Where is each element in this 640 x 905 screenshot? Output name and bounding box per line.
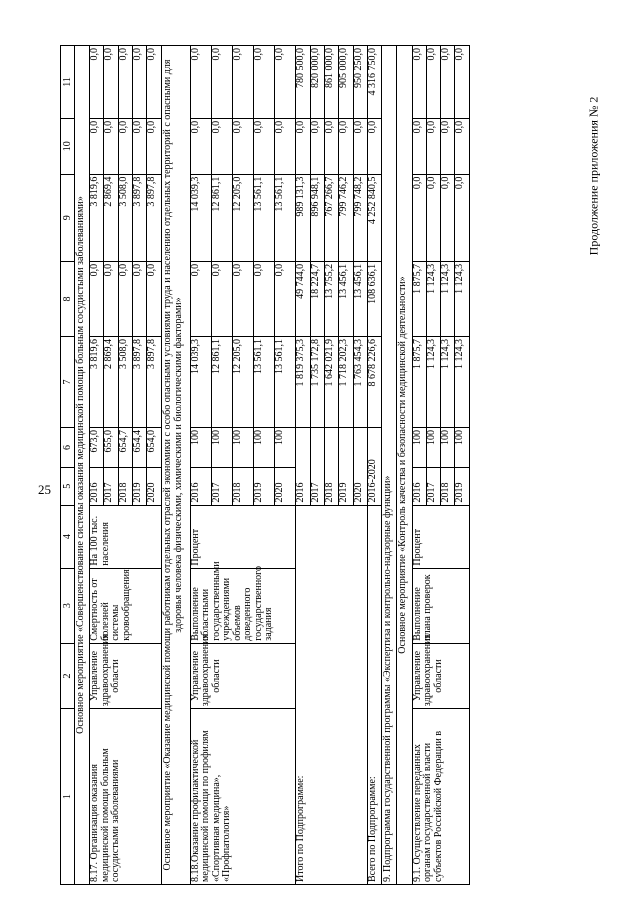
year: 2019 <box>254 467 275 505</box>
cell: 49 744,0 <box>296 261 310 336</box>
year: 2020 <box>147 467 161 505</box>
cell: 1 819 375,3 <box>296 337 310 428</box>
cell: 3 819,6 <box>90 337 104 428</box>
cell: 1 124,3 <box>441 337 455 428</box>
year-range: 2016-2020 <box>367 427 381 505</box>
year: 2020 <box>353 427 367 505</box>
cell: 0,0 <box>325 118 339 174</box>
cell: 0,0 <box>275 118 296 174</box>
cell: 799 746,2 <box>339 174 353 261</box>
measure-name: 9.1. Осуществление переданных органам государственной власти субъектов Российской Федерации в <box>412 709 469 885</box>
col-header: 9 <box>61 174 75 261</box>
section-heading: Основное мероприятие «Оказание медицинской помощи работникам отдельных отраслей экономики с особо опасными условиями труда и населению отдельных территорий с опасными для здоровья человека физическими, химическими и биологическими факторами» <box>161 46 190 885</box>
cell: 0,0 <box>211 46 232 119</box>
target: 100 <box>426 427 440 467</box>
appendix-title: Продолжение приложения № 2 <box>586 96 601 256</box>
cell: 0,0 <box>90 118 104 174</box>
year: 2018 <box>441 467 455 505</box>
target: 100 <box>455 427 470 467</box>
cell: 0,0 <box>455 118 470 174</box>
cell: 2 869,4 <box>104 174 118 261</box>
target: 654,0 <box>147 427 161 467</box>
cell: 0,0 <box>118 46 132 119</box>
indicator: Смертность от болезней системы кровообращения <box>90 568 161 643</box>
executor: Управление здравоохранения области <box>90 643 161 708</box>
col-header: 6 <box>61 427 75 467</box>
cell: 0,0 <box>233 261 254 336</box>
cell: 0,0 <box>441 118 455 174</box>
unit: На 100 тыс. населения <box>90 505 161 568</box>
cell: 3 897,8 <box>147 174 161 261</box>
cell: 0,0 <box>90 46 104 119</box>
target: 655,0 <box>104 427 118 467</box>
col-header: 5 <box>61 467 75 505</box>
year: 2017 <box>426 467 440 505</box>
cell: 989 131,3 <box>296 174 310 261</box>
cell: 896 948,1 <box>310 174 324 261</box>
cell: 1 718 202,3 <box>339 337 353 428</box>
cell: 0,0 <box>147 118 161 174</box>
cell: 0,0 <box>254 118 275 174</box>
indicator: Выполнение плана проверок <box>412 568 469 643</box>
cell: 12 205,0 <box>233 174 254 261</box>
cell: 0,0 <box>190 46 211 119</box>
executor: Управление здравоохранения области <box>412 643 469 708</box>
cell: 1 124,3 <box>426 261 440 336</box>
cell: 2 869,4 <box>104 337 118 428</box>
cell: 4 252 840,5 <box>367 174 381 261</box>
cell: 1 875,7 <box>412 261 426 336</box>
cell: 820 000,0 <box>310 46 324 119</box>
cell: 13 561,1 <box>254 337 275 428</box>
target: 673,0 <box>90 427 104 467</box>
program-table <box>60 45 470 885</box>
rotated-table-container <box>60 45 470 885</box>
cell: 861 000,0 <box>325 46 339 119</box>
cell: 14 039,3 <box>190 174 211 261</box>
col-header: 11 <box>61 46 75 119</box>
cell: 0,0 <box>104 118 118 174</box>
cell: 13 456,1 <box>339 261 353 336</box>
section-heading: Основное мероприятие «Контроль качества и безопасности медицинской деятельности» <box>397 46 412 885</box>
page-number: 25 <box>38 482 51 497</box>
cell: 0,0 <box>147 46 161 119</box>
cell: 0,0 <box>296 118 310 174</box>
cell: 0,0 <box>190 118 211 174</box>
cell: 0,0 <box>455 46 470 119</box>
target: 100 <box>412 427 426 467</box>
cell: 0,0 <box>104 46 118 119</box>
cell: 8 678 226,6 <box>367 337 381 428</box>
cell: 780 500,0 <box>296 46 310 119</box>
cell: 3 508,0 <box>118 337 132 428</box>
year: 2016 <box>412 467 426 505</box>
cell: 12 861,1 <box>211 337 232 428</box>
unit: Процент <box>190 505 296 568</box>
indicator: Выполнение областными государственными учреждениями объемов доведенного государственного задания <box>190 568 296 643</box>
header-row <box>61 46 75 885</box>
cell: 0,0 <box>233 118 254 174</box>
col-header: 8 <box>61 261 75 336</box>
cell: 0,0 <box>353 118 367 174</box>
year: 2020 <box>275 467 296 505</box>
col-header: 4 <box>61 505 75 568</box>
cell: 0,0 <box>190 261 211 336</box>
cell: 0,0 <box>211 118 232 174</box>
cell: 1 124,3 <box>441 261 455 336</box>
unit: Процент <box>412 505 469 568</box>
year: 2017 <box>104 467 118 505</box>
cell: 18 224,7 <box>310 261 324 336</box>
cell: 905 000,0 <box>339 46 353 119</box>
cell: 0,0 <box>104 261 118 336</box>
cell: 0,0 <box>455 174 470 261</box>
cell: 0,0 <box>441 46 455 119</box>
cell: 0,0 <box>367 118 381 174</box>
year: 2018 <box>325 427 339 505</box>
cell: 3 897,8 <box>133 174 147 261</box>
target: 654,4 <box>133 427 147 467</box>
cell: 3 897,8 <box>147 337 161 428</box>
cell: 0,0 <box>133 261 147 336</box>
executor: Управление здравоохранения области <box>190 643 296 708</box>
cell: 0,0 <box>339 118 353 174</box>
cell: 13 561,1 <box>275 174 296 261</box>
target: 100 <box>275 427 296 467</box>
cell: 13 755,2 <box>325 261 339 336</box>
cell: 0,0 <box>118 118 132 174</box>
year: 2019 <box>339 427 353 505</box>
cell: 0,0 <box>275 46 296 119</box>
year: 2016 <box>296 427 310 505</box>
col-header: 1 <box>61 709 75 885</box>
cell: 1 735 172,8 <box>310 337 324 428</box>
target: 100 <box>233 427 254 467</box>
cell: 0,0 <box>412 46 426 119</box>
cell: 3 819,6 <box>90 174 104 261</box>
cell: 0,0 <box>118 261 132 336</box>
year: 2019 <box>455 467 470 505</box>
cell: 0,0 <box>426 174 440 261</box>
col-header: 10 <box>61 118 75 174</box>
cell: 0,0 <box>426 46 440 119</box>
col-header: 2 <box>61 643 75 708</box>
cell: 3 897,8 <box>133 337 147 428</box>
cell: 3 508,0 <box>118 174 132 261</box>
cell: 1 763 454,3 <box>353 337 367 428</box>
cell: 1 875,7 <box>412 337 426 428</box>
col-header: 7 <box>61 337 75 428</box>
cell: 4 316 750,0 <box>367 46 381 119</box>
cell: 1 642 021,9 <box>325 337 339 428</box>
year: 2017 <box>310 427 324 505</box>
cell: 0,0 <box>426 118 440 174</box>
cell: 14 039,3 <box>190 337 211 428</box>
year: 2018 <box>118 467 132 505</box>
cell: 0,0 <box>412 174 426 261</box>
cell: 0,0 <box>254 46 275 119</box>
cell: 108 636,1 <box>367 261 381 336</box>
cell: 0,0 <box>310 118 324 174</box>
cell: 12 205,0 <box>233 337 254 428</box>
cell: 1 124,3 <box>455 337 470 428</box>
measure-name: 8.17. Организация оказания медицинской помощи больным сосудистыми заболеваниями <box>90 709 161 885</box>
cell: 0,0 <box>254 261 275 336</box>
cell: 0,0 <box>147 261 161 336</box>
measure-name: 8.18.Оказание профилактической медицинской помощи по профилям «Спортивная медицина», «Профпатология» <box>190 709 296 885</box>
year: 2016 <box>90 467 104 505</box>
year: 2018 <box>233 467 254 505</box>
subprogram-heading: 9. Подпрограмма государственной программы «Экспертиза и контрольно-надзорные функции» <box>382 46 397 885</box>
col-header: 3 <box>61 568 75 643</box>
cell: 0,0 <box>90 261 104 336</box>
cell: 1 124,3 <box>426 337 440 428</box>
cell: 0,0 <box>412 118 426 174</box>
year: 2017 <box>211 467 232 505</box>
subtotal-label: Итого по Подпрограмме: <box>296 505 367 884</box>
section-heading: Основное мероприятие «Совершенствование системы оказания медицинской помощи больным сосудистыми заболеваниями» <box>75 46 90 885</box>
cell: 12 861,1 <box>211 174 232 261</box>
cell: 799 748,2 <box>353 174 367 261</box>
cell: 767 266,7 <box>325 174 339 261</box>
cell: 1 124,3 <box>455 261 470 336</box>
cell: 0,0 <box>275 261 296 336</box>
cell: 0,0 <box>233 46 254 119</box>
cell: 0,0 <box>133 46 147 119</box>
target: 100 <box>190 427 211 467</box>
cell: 950 250,0 <box>353 46 367 119</box>
year: 2016 <box>190 467 211 505</box>
cell: 13 561,1 <box>275 337 296 428</box>
cell: 0,0 <box>441 174 455 261</box>
cell: 13 561,1 <box>254 174 275 261</box>
target: 100 <box>211 427 232 467</box>
target: 100 <box>441 427 455 467</box>
target: 654,7 <box>118 427 132 467</box>
cell: 0,0 <box>133 118 147 174</box>
total-label: Всего по Подпрограмме: <box>367 505 381 884</box>
cell: 0,0 <box>211 261 232 336</box>
cell: 13 456,1 <box>353 261 367 336</box>
year: 2019 <box>133 467 147 505</box>
target: 100 <box>254 427 275 467</box>
